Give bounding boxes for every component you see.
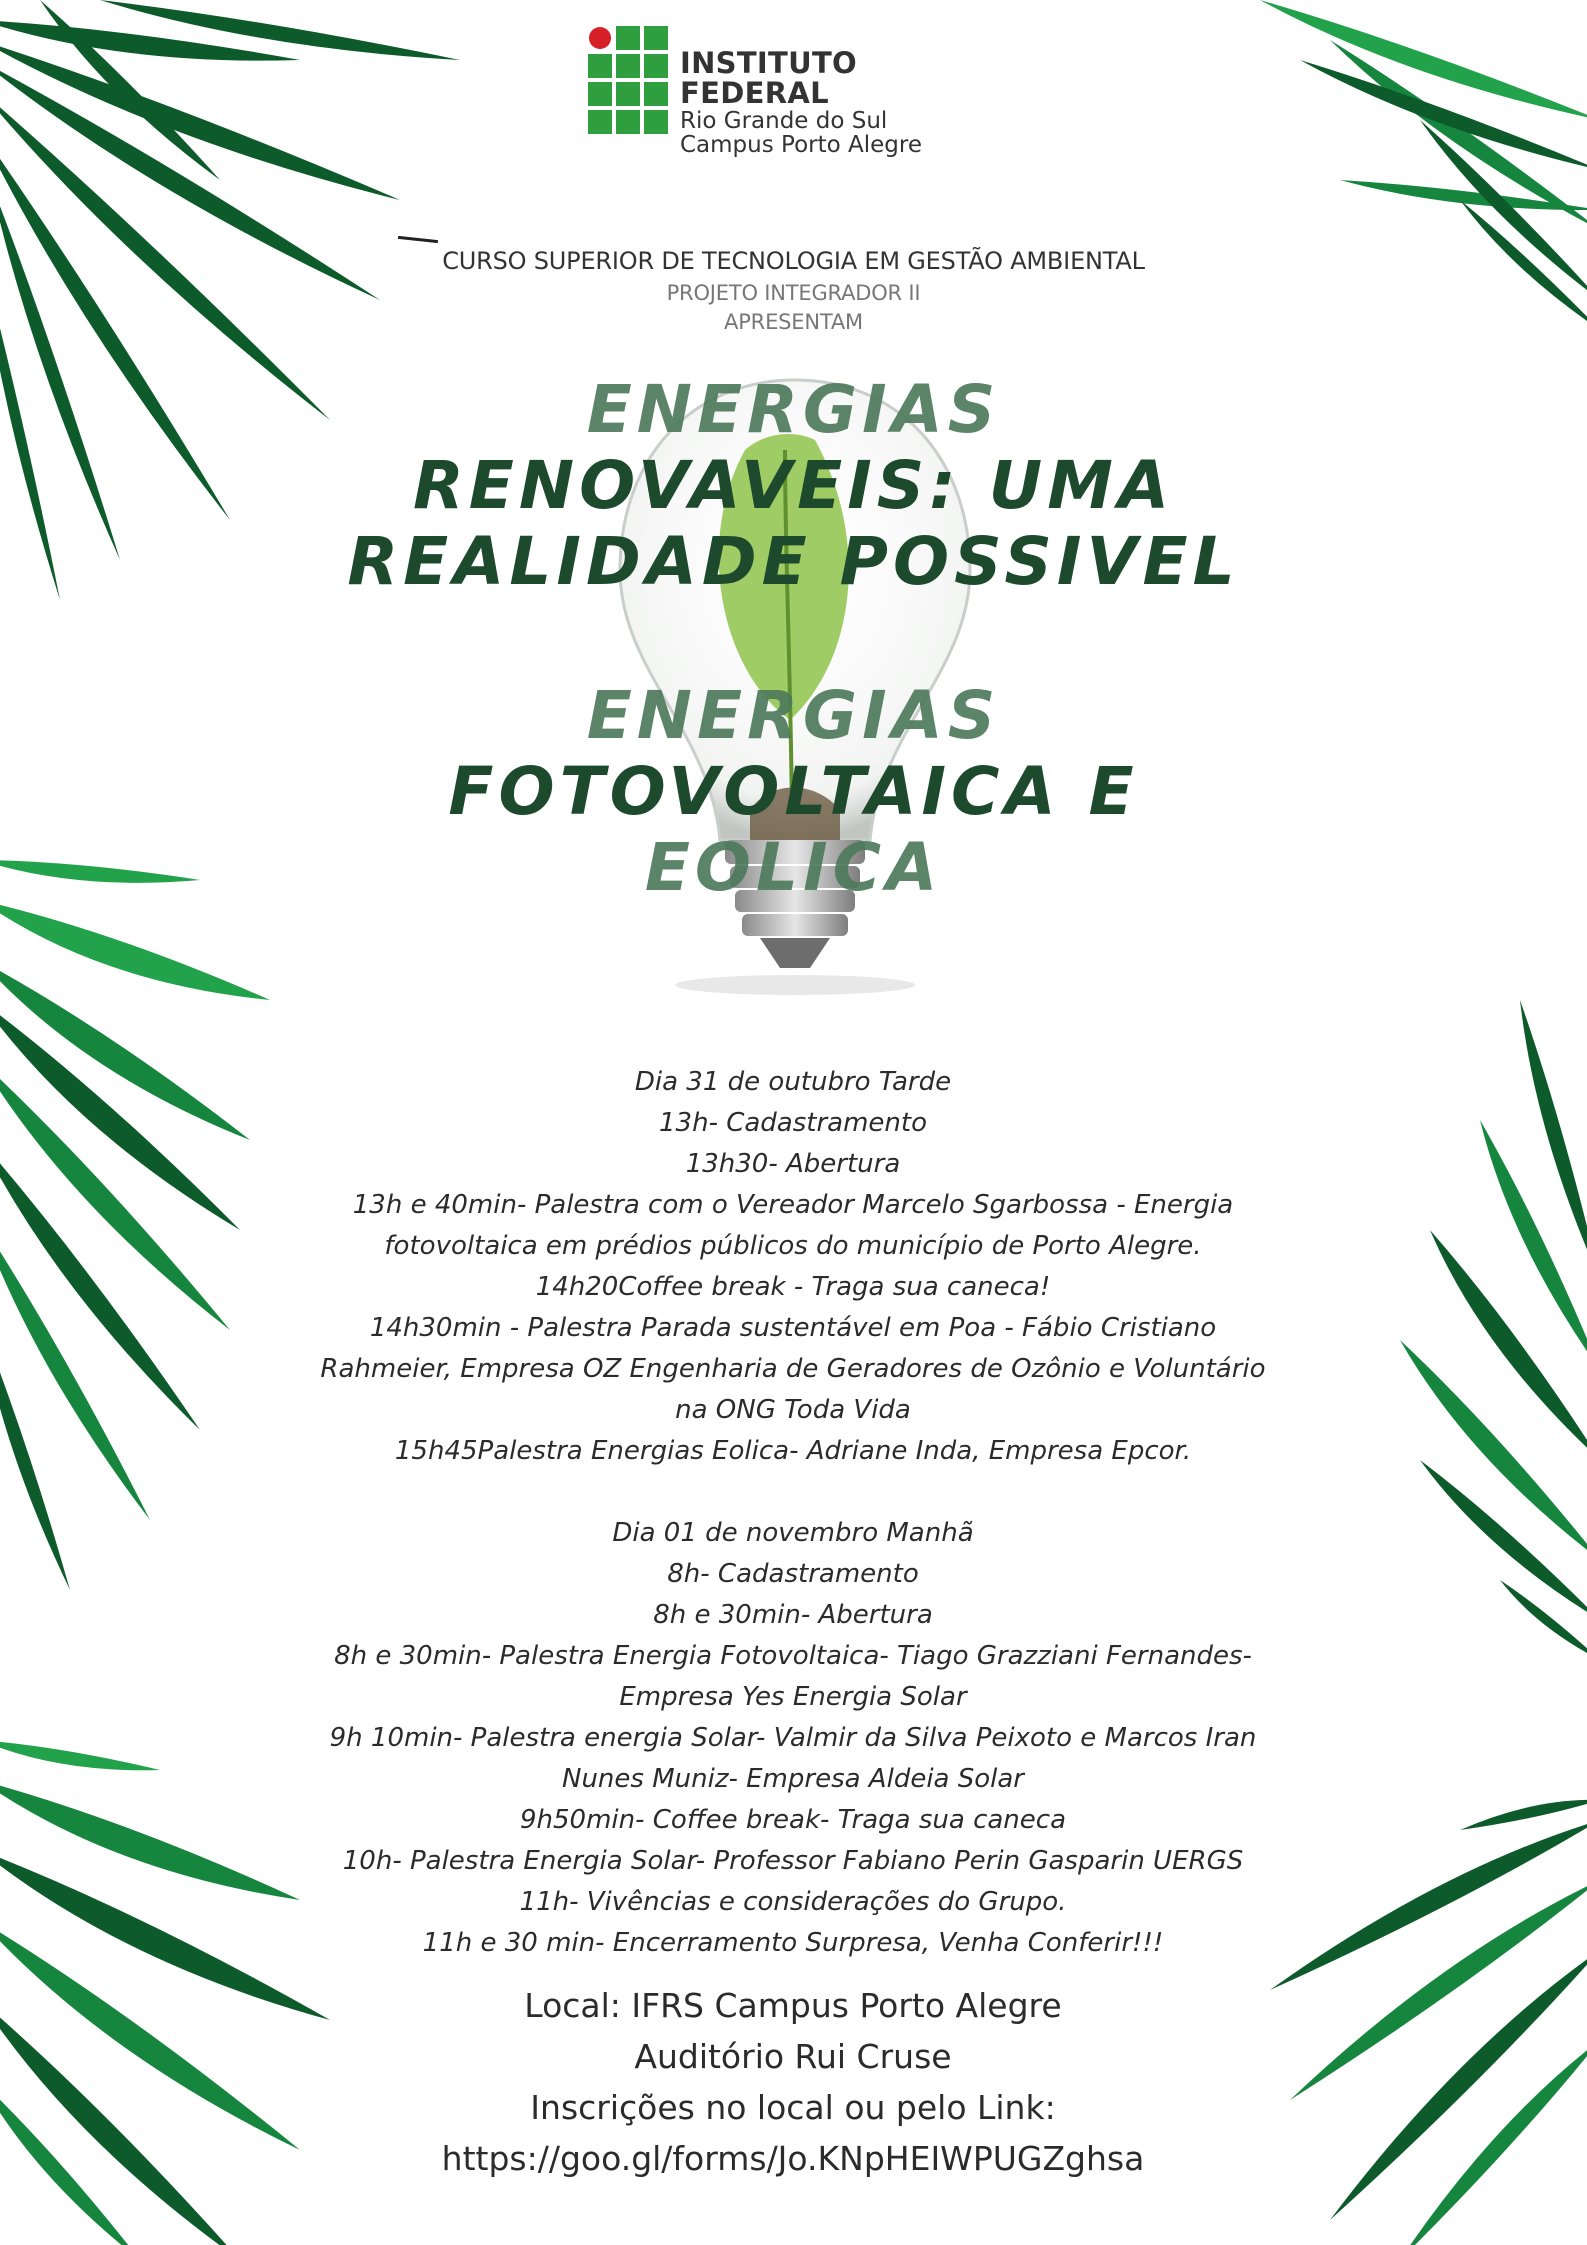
signup-label: Inscrições no local ou pelo Link: (530, 2088, 1056, 2127)
course-header (0, 245, 1587, 337)
palm-leaflet (1270, 1820, 1587, 1990)
schedule-line: Rahmeier, Empresa OZ Engenharia de Geradores de Ozônio e Voluntário (320, 1354, 1266, 1384)
palm-leaflet (1460, 1800, 1587, 1830)
palm-leaflet (1290, 1880, 1587, 2100)
schedule-line: Nunes Muniz- Empresa Aldeia Solar (562, 1764, 1024, 1794)
schedule-day-1 (293, 1062, 1293, 1472)
event-subtitle (0, 678, 1587, 906)
schedule-line: fotovoltaica em prédios públicos do município de Porto Alegre. (384, 1231, 1202, 1261)
schedule-line: 13h e 40min- Palestra com o Vereador Marcelo Sgarbossa - Energia (352, 1190, 1234, 1220)
event-title-line: REALIDADE POSSIVEL (347, 523, 1240, 600)
schedule-line: 8h e 30min- Palestra Energia Fotovoltaica- Tiago Grazziani Fernandes- (334, 1641, 1252, 1671)
schedule-line: Empresa Yes Energia Solar (619, 1682, 967, 1712)
schedule-line: Dia 31 de outubro Tarde (634, 1067, 952, 1097)
ifrs-logo (588, 26, 1008, 159)
schedule-line: na ONG Toda Vida (675, 1395, 911, 1425)
event-title-line: RENOVAVEIS: UMA (412, 447, 1175, 524)
schedule-line: 13h- Cadastramento (659, 1108, 927, 1138)
schedule-line: 10h- Palestra Energia Solar- Professor Fabiano Perin Gasparin UERGS (342, 1846, 1244, 1876)
event-subtitle-line: FOTOVOLTAICA E (448, 753, 1139, 830)
schedule-line: 14h30min - Palestra Parada sustentável em Poa - Fábio Cristiano (369, 1313, 1217, 1343)
course-name: CURSO SUPERIOR DE TECNOLOGIA EM GESTÃO AMBIENTAL (442, 247, 1145, 275)
event-title-line: ENERGIAS (586, 371, 1001, 448)
schedule-line: 8h- Cadastramento (667, 1559, 919, 1589)
palm-leaflet (0, 1740, 160, 1770)
palm-leaflet (0, 1850, 330, 2020)
schedule-line: 11h e 30 min- Encerramento Surpresa, Venha Conferir!!! (422, 1928, 1164, 1958)
palm-leaflet (1420, 1460, 1587, 1620)
schedule-line: 15h45Palestra Energias Eolica- Adriane Inda, Empresa Epcor. (394, 1436, 1192, 1466)
palm-leaflet (1500, 1580, 1587, 1660)
schedule-line: 9h50min- Coffee break- Traga sua caneca (519, 1805, 1067, 1835)
schedule-day-2 (293, 1513, 1293, 1964)
event-subtitle-line: ENERGIAS (586, 677, 1001, 754)
schedule-line: 13h30- Abertura (685, 1149, 901, 1179)
event-location (293, 1980, 1293, 2184)
schedule-line: 14h20Coffee break - Traga sua caneca! (535, 1272, 1051, 1302)
event-schedule (293, 1062, 1293, 1964)
location-room: Auditório Rui Cruse (634, 2037, 952, 2076)
schedule-line: 8h e 30min- Abertura (653, 1600, 933, 1630)
logo-state: Rio Grande do Sul (680, 107, 888, 134)
event-subtitle-line: EOLICA (644, 829, 943, 906)
project-name: PROJETO INTEGRADOR II (666, 280, 921, 305)
event-title (0, 372, 1587, 600)
signup-link[interactable]: https://goo.gl/forms/Jo.KNpHEIWPUGZghsa (441, 2139, 1145, 2178)
schedule-line: 11h- Vivências e considerações do Grupo. (519, 1887, 1067, 1917)
presents-label: APRESENTAM (724, 309, 863, 334)
location-place: Local: IFRS Campus Porto Alegre (524, 1986, 1062, 2025)
logo-campus: Campus Porto Alegre (680, 132, 922, 159)
ifrs-logo-grid-icon (588, 26, 670, 136)
schedule-line: Dia 01 de novembro Manhã (612, 1518, 974, 1548)
palm-leaflet (1430, 1230, 1587, 1460)
logo-institution: INSTITUTO FEDERAL (680, 46, 857, 111)
schedule-line: 9h 10min- Palestra energia Solar- Valmir da Silva Peixoto e Marcos Iran (329, 1723, 1257, 1753)
palm-leaflet (0, 900, 270, 1000)
palm-leaflet (1400, 2040, 1587, 2245)
